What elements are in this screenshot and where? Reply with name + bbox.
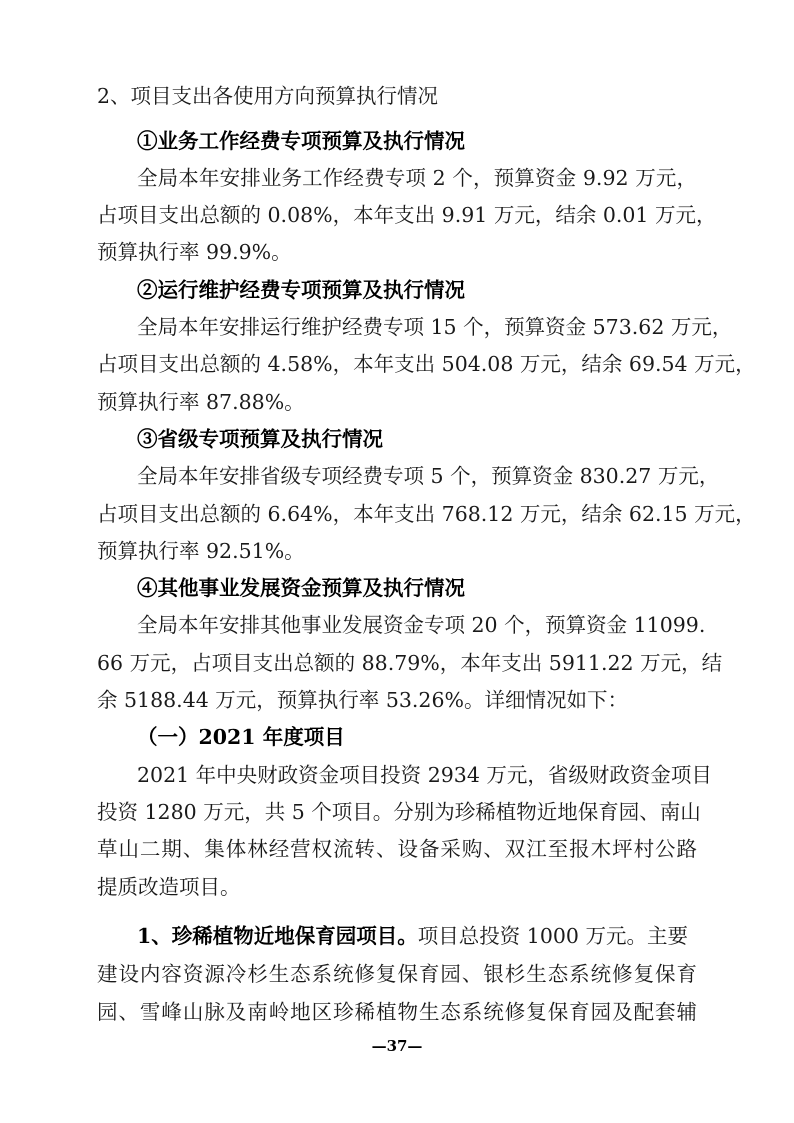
- paragraph-line: 预算执行率 92.51%。: [97, 539, 305, 563]
- project-text: 项目总投资 1000 万元。主要: [417, 924, 688, 948]
- paragraph-line: 余 5188.44 万元，预算执行率 53.26%。详细情况如下：: [97, 688, 628, 712]
- subsection-title: ④其他事业发展资金预算及执行情况: [137, 576, 465, 600]
- paragraph-line: 占项目支出总额的 6.64%，本年支出 768.12 万元，结余 62.15 万元，: [97, 502, 756, 526]
- paragraph-line: 全局本年安排业务工作经费专项 2 个，预算资金 9.92 万元，: [137, 166, 697, 190]
- paragraph-line: 园、雪峰山脉及南岭地区珍稀植物生态系统修复保育园及配套辅: [97, 1000, 697, 1024]
- paragraph-line: 预算执行率 99.9%。: [97, 240, 292, 264]
- subheading: （一）2021 年度项目: [137, 725, 345, 749]
- paragraph-line: 2021 年中央财政资金项目投资 2934 万元，省级财政资金项目: [137, 763, 712, 787]
- project-intro-line: [137, 922, 697, 950]
- paragraph-line: 全局本年安排其他事业发展资金专项 20 个，预算资金 11099.: [137, 613, 706, 637]
- subsection-title: ③省级专项预算及执行情况: [137, 427, 383, 451]
- paragraph-line: 全局本年安排运行维护经费专项 15 个，预算资金 573.62 万元，: [137, 315, 733, 339]
- subsection-title: ①业务工作经费专项预算及执行情况: [137, 129, 465, 153]
- paragraph-line: 预算执行率 87.88%。: [97, 390, 305, 414]
- paragraph-line: 占项目支出总额的 0.08%，本年支出 9.91 万元，结余 0.01 万元，: [97, 203, 717, 227]
- paragraph-line: 占项目支出总额的 4.58%，本年支出 504.08 万元，结余 69.54 万元，: [97, 352, 756, 376]
- subsection-title: ②运行维护经费专项预算及执行情况: [137, 278, 465, 302]
- paragraph-line: 全局本年安排省级专项经费专项 5 个，预算资金 830.27 万元，: [137, 464, 720, 488]
- project-title: 1、珍稀植物近地保育园项目。: [137, 924, 418, 948]
- paragraph-line: 投资 1280 万元，共 5 个项目。分别为珍稀植物近地保育园、南山: [97, 800, 701, 824]
- section-heading: 2、项目支出各使用方向预算执行情况: [97, 84, 439, 108]
- paragraph-line: 66 万元，占项目支出总额的 88.79%，本年支出 5911.22 万元，结: [97, 651, 723, 675]
- paragraph-line: 草山二期、集体林经营权流转、设备采购、双江至报木坪村公路: [97, 837, 697, 861]
- page-number: —37—: [371, 1037, 423, 1055]
- paragraph-line: 建设内容资源冷杉生态系统修复保育园、银杉生态系统修复保育: [97, 962, 697, 986]
- paragraph-line: 提质改造项目。: [97, 875, 241, 899]
